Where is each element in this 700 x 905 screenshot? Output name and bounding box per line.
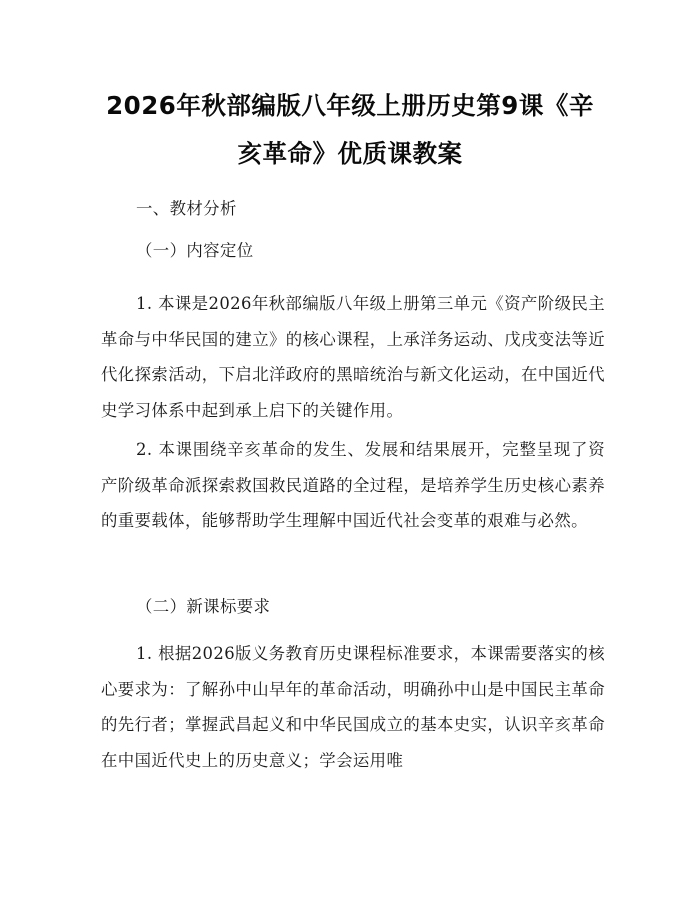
subsection-heading-curriculum-requirements: （二）新课标要求 xyxy=(136,597,271,616)
section-heading-textbook-analysis: 一、教材分析 xyxy=(136,199,237,218)
document-title: 2026年秋部编版八年级上册历史第9课《辛亥革命》优质课教案 xyxy=(106,91,594,168)
subsection-heading-content-positioning: （一）内容定位 xyxy=(136,241,254,260)
paragraph-lesson-position: 1. 本课是2026年秋部编版八年级上册第三单元《资产阶级民主革命与中华民国的建立》的核心课程，上承洋务运动、戊戌变法等近代化探索活动，下启北洋政府的黑暗统治与新文化运动，在中国近代史学习体系中起到承上启下的关键作用。 xyxy=(101,294,605,420)
paragraph-curriculum-requirements: 1. 根据2026版义务教育历史课程标准要求，本课需要落实的核心要求为：了解孙中山早年的革命活动，明确孙中山是中国民主革命的先行者；掌握武昌起义和中华民国成立的基本史实，认识辛亥革命在中国近代史上的历史意义；学会运用唯 xyxy=(101,644,605,770)
paragraph-lesson-content: 2. 本课围绕辛亥革命的发生、发展和结果展开，完整呈现了资产阶级革命派探索救国救民道路的全过程，是培养学生历史核心素养的重要载体，能够帮助学生理解中国近代社会变革的艰难与必然。 xyxy=(101,440,605,530)
